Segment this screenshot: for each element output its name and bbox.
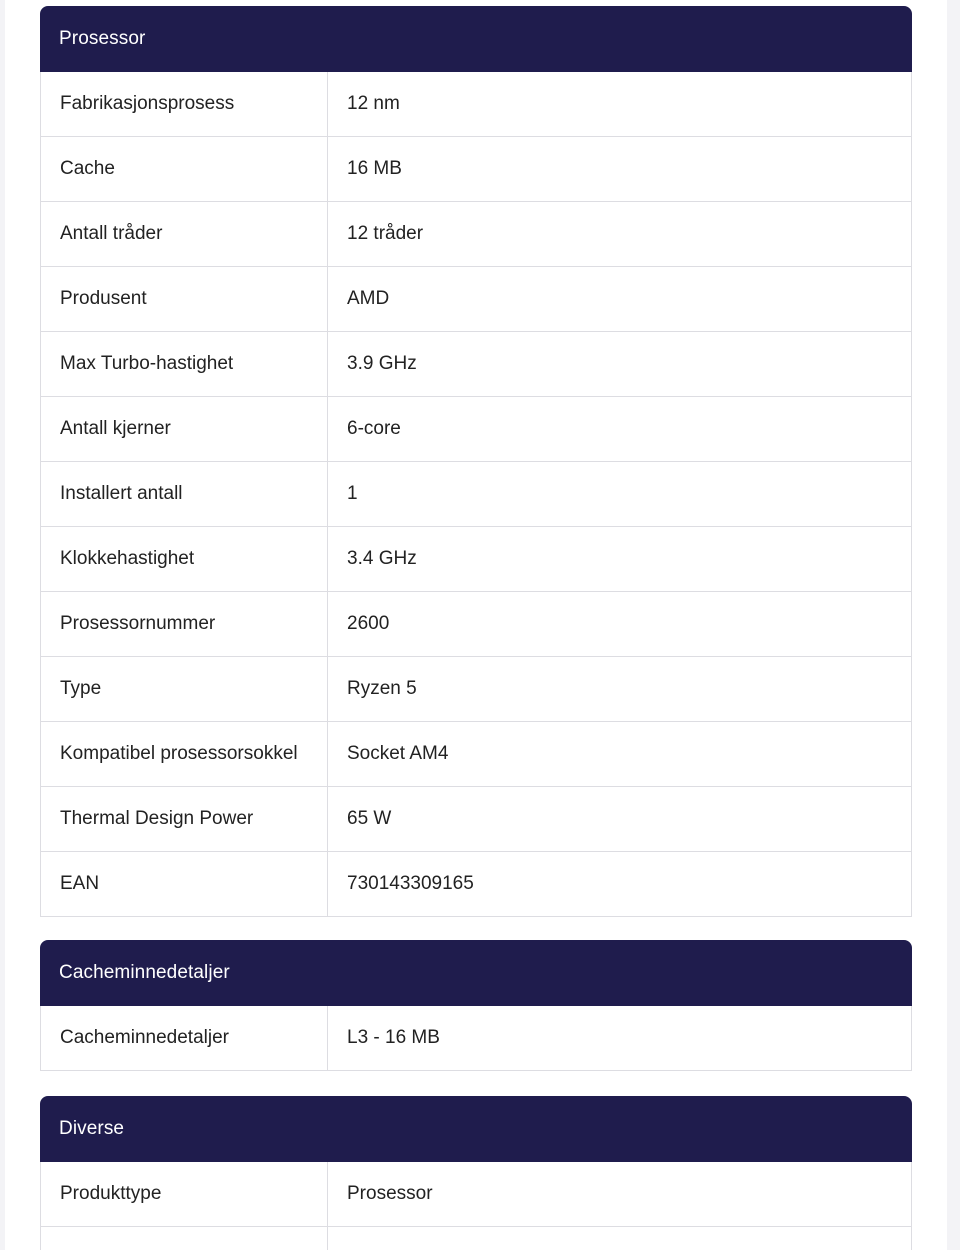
- spec-value: L3 - 16 MB: [347, 1027, 440, 1048]
- spec-section-prosessor: [40, 6, 912, 917]
- spec-value: AMD: [347, 288, 390, 309]
- table-row: [41, 136, 911, 201]
- spec-label: Fabrikasjonsprosess: [41, 72, 328, 136]
- table-row: [41, 721, 911, 786]
- spec-value: 730143309165: [347, 873, 474, 894]
- spec-value: Ryzen 5: [347, 678, 417, 699]
- spec-label: Klokkehastighet: [41, 527, 328, 591]
- table-row: [41, 396, 911, 461]
- table-row: [41, 786, 911, 851]
- spec-value: Prosessor: [347, 1183, 433, 1204]
- spec-label: Antall kjerner: [41, 397, 328, 461]
- spec-value: Socket AM4: [347, 743, 449, 764]
- table-row: [41, 1162, 911, 1226]
- spec-label: Prosessornummer: [41, 592, 328, 656]
- table-row: [41, 266, 911, 331]
- spec-section-diverse: [40, 1096, 912, 1250]
- spec-label: Produkttype: [41, 1162, 328, 1226]
- section-header-cacheminnedetaljer: Cacheminnedetaljer: [40, 940, 912, 1006]
- spec-value: 6-core: [347, 418, 401, 439]
- spec-label: Cacheminnedetaljer: [41, 1006, 328, 1070]
- table-row: [41, 72, 911, 136]
- spec-label: Thermal Design Power: [41, 787, 328, 851]
- spec-table-prosessor: [40, 72, 912, 917]
- spec-value-empty: [328, 1227, 911, 1250]
- spec-label: Installert antall: [41, 462, 328, 526]
- table-row: [41, 851, 911, 916]
- spec-value: 12 tråder: [347, 223, 424, 244]
- table-row: [41, 1006, 911, 1070]
- spec-label: Max Turbo-hastighet: [41, 332, 328, 396]
- table-row: [41, 331, 911, 396]
- spec-label: Cache: [41, 137, 328, 201]
- spec-section-cacheminnedetaljer: [40, 940, 912, 1071]
- spec-table-diverse: [40, 1162, 912, 1250]
- spec-label: Kompatibel prosessorsokkel: [41, 722, 328, 786]
- spec-value: 1: [347, 483, 358, 504]
- spec-label: Produsent: [41, 267, 328, 331]
- spec-label-empty: [41, 1227, 328, 1250]
- table-row: [41, 591, 911, 656]
- table-row: [41, 1226, 911, 1250]
- table-row: [41, 461, 911, 526]
- section-header-prosessor: Prosessor: [40, 6, 912, 72]
- table-row: [41, 526, 911, 591]
- spec-label: Type: [41, 657, 328, 721]
- table-row: [41, 656, 911, 721]
- spec-value: 16 MB: [347, 158, 402, 179]
- spec-label: EAN: [41, 852, 328, 916]
- spec-value: 3.4 GHz: [347, 548, 417, 569]
- section-header-diverse: Diverse: [40, 1096, 912, 1162]
- table-row: [41, 201, 911, 266]
- spec-value: 12 nm: [347, 93, 400, 114]
- spec-label: Antall tråder: [41, 202, 328, 266]
- spec-value: 3.9 GHz: [347, 353, 417, 374]
- spec-table-cacheminnedetaljer: [40, 1006, 912, 1071]
- spec-value: 65 W: [347, 808, 392, 829]
- spec-value: 2600: [347, 613, 390, 634]
- product-spec-page: [5, 0, 947, 1250]
